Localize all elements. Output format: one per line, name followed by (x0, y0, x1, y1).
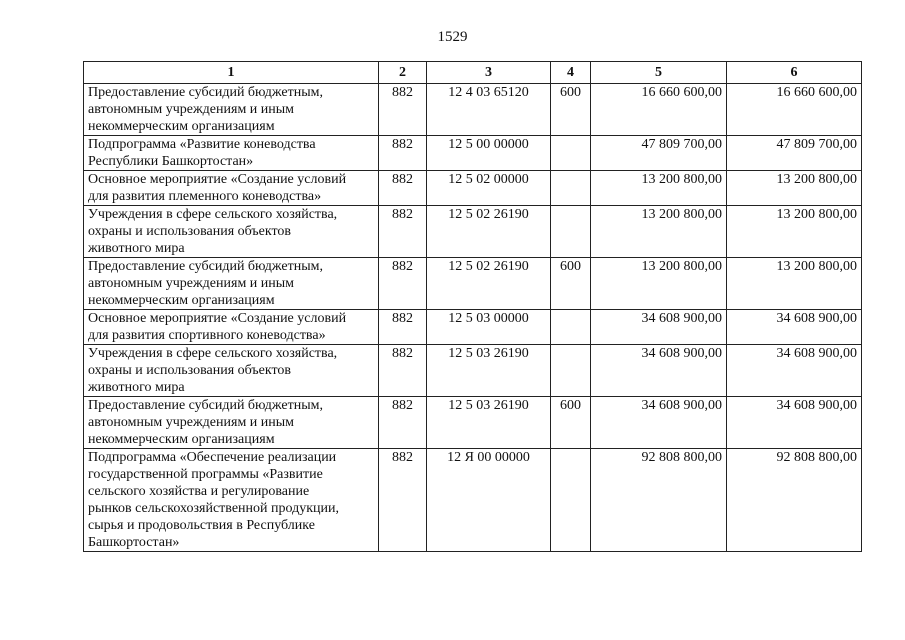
row-name-cell (84, 310, 379, 345)
row-name-line: охраны и использования объектов (88, 224, 292, 239)
ministry-code-cell: 882 (379, 258, 427, 310)
table-row (84, 449, 862, 552)
row-name-line: для развития племенного коневодства» (88, 189, 322, 204)
amount-year1-cell: 34 608 900,00 (591, 397, 727, 449)
amount-year1-cell: 16 660 600,00 (591, 84, 727, 136)
table-row (84, 136, 862, 171)
table-row (84, 171, 862, 206)
amount-year2-cell: 16 660 600,00 (727, 84, 862, 136)
expense-type-cell: 600 (551, 258, 591, 310)
table-row (84, 310, 862, 345)
amount-year2-cell: 13 200 800,00 (727, 206, 862, 258)
target-article-cell: 12 5 02 26190 (427, 206, 551, 258)
amount-year1-cell: 13 200 800,00 (591, 206, 727, 258)
column-header-5: 5 (591, 62, 727, 84)
column-header-1: 1 (84, 62, 379, 84)
ministry-code-cell: 882 (379, 171, 427, 206)
amount-year2-cell: 13 200 800,00 (727, 258, 862, 310)
row-name-line: автономным учреждениям и иным (88, 276, 295, 291)
column-header-2: 2 (379, 62, 427, 84)
amount-year2-cell: 34 608 900,00 (727, 310, 862, 345)
ministry-code-cell: 882 (379, 449, 427, 552)
row-name-cell (84, 206, 379, 258)
row-name-line: Предоставление субсидий бюджетным, (88, 259, 324, 274)
row-name-line: для развития спортивного коневодства» (88, 328, 326, 343)
target-article-cell: 12 5 03 00000 (427, 310, 551, 345)
ministry-code-cell: 882 (379, 310, 427, 345)
expense-type-cell (551, 310, 591, 345)
table-row (84, 258, 862, 310)
row-name-cell (84, 84, 379, 136)
row-name-line: Предоставление субсидий бюджетным, (88, 398, 324, 413)
table-row (84, 84, 862, 136)
target-article-cell: 12 Я 00 00000 (427, 449, 551, 552)
amount-year1-cell: 92 808 800,00 (591, 449, 727, 552)
row-name-line: сельского хозяйства и регулирование (88, 484, 310, 499)
row-name-line: некоммерческим организациям (88, 293, 275, 308)
table-header-row (84, 62, 862, 84)
amount-year1-cell: 13 200 800,00 (591, 171, 727, 206)
ministry-code-cell: 882 (379, 84, 427, 136)
ministry-code-cell: 882 (379, 206, 427, 258)
expense-type-cell: 600 (551, 397, 591, 449)
ministry-code-cell: 882 (379, 345, 427, 397)
row-name-line: некоммерческим организациям (88, 432, 275, 447)
expense-type-cell (551, 345, 591, 397)
row-name-line: сырья и продовольствия в Республике (88, 518, 315, 533)
table-row (84, 345, 862, 397)
budget-table (83, 61, 862, 552)
column-header-6: 6 (727, 62, 862, 84)
amount-year2-cell: 47 809 700,00 (727, 136, 862, 171)
row-name-line: государственной программы «Развитие (88, 467, 323, 482)
amount-year2-cell: 34 608 900,00 (727, 397, 862, 449)
target-article-cell: 12 5 02 26190 (427, 258, 551, 310)
page-number: 1529 (437, 29, 468, 45)
row-name-line: Республики Башкортостан» (88, 154, 254, 169)
row-name-line: Предоставление субсидий бюджетным, (88, 85, 324, 100)
row-name-line: Башкортостан» (88, 535, 180, 550)
amount-year1-cell: 34 608 900,00 (591, 310, 727, 345)
row-name-line: рынков сельскохозяйственной продукции, (88, 501, 339, 516)
amount-year1-cell: 47 809 700,00 (591, 136, 727, 171)
row-name-line: Подпрограмма «Развитие коневодства (88, 137, 316, 152)
column-header-3: 3 (427, 62, 551, 84)
row-name-cell (84, 449, 379, 552)
table-row (84, 397, 862, 449)
ministry-code-cell: 882 (379, 136, 427, 171)
row-name-line: автономным учреждениям и иным (88, 102, 295, 117)
row-name-line: Учреждения в сфере сельского хозяйства, (88, 207, 338, 222)
amount-year2-cell: 34 608 900,00 (727, 345, 862, 397)
row-name-line: Учреждения в сфере сельского хозяйства, (88, 346, 338, 361)
table-row (84, 206, 862, 258)
row-name-cell (84, 345, 379, 397)
row-name-cell (84, 171, 379, 206)
column-header-4: 4 (551, 62, 591, 84)
target-article-cell: 12 5 03 26190 (427, 397, 551, 449)
row-name-line: автономным учреждениям и иным (88, 415, 295, 430)
row-name-line: Основное мероприятие «Создание условий (88, 172, 347, 187)
target-article-cell: 12 4 03 65120 (427, 84, 551, 136)
expense-type-cell (551, 171, 591, 206)
row-name-cell (84, 136, 379, 171)
row-name-line: животного мира (88, 380, 185, 395)
expense-type-cell (551, 136, 591, 171)
target-article-cell: 12 5 03 26190 (427, 345, 551, 397)
row-name-line: некоммерческим организациям (88, 119, 275, 134)
target-article-cell: 12 5 02 00000 (427, 171, 551, 206)
row-name-cell (84, 258, 379, 310)
ministry-code-cell: 882 (379, 397, 427, 449)
target-article-cell: 12 5 00 00000 (427, 136, 551, 171)
amount-year1-cell: 13 200 800,00 (591, 258, 727, 310)
expense-type-cell: 600 (551, 84, 591, 136)
expense-type-cell (551, 449, 591, 552)
amount-year2-cell: 92 808 800,00 (727, 449, 862, 552)
amount-year1-cell: 34 608 900,00 (591, 345, 727, 397)
amount-year2-cell: 13 200 800,00 (727, 171, 862, 206)
row-name-line: Основное мероприятие «Создание условий (88, 311, 347, 326)
expense-type-cell (551, 206, 591, 258)
row-name-cell (84, 397, 379, 449)
row-name-line: животного мира (88, 241, 185, 256)
row-name-line: Подпрограмма «Обеспечение реализации (88, 450, 337, 465)
row-name-line: охраны и использования объектов (88, 363, 292, 378)
